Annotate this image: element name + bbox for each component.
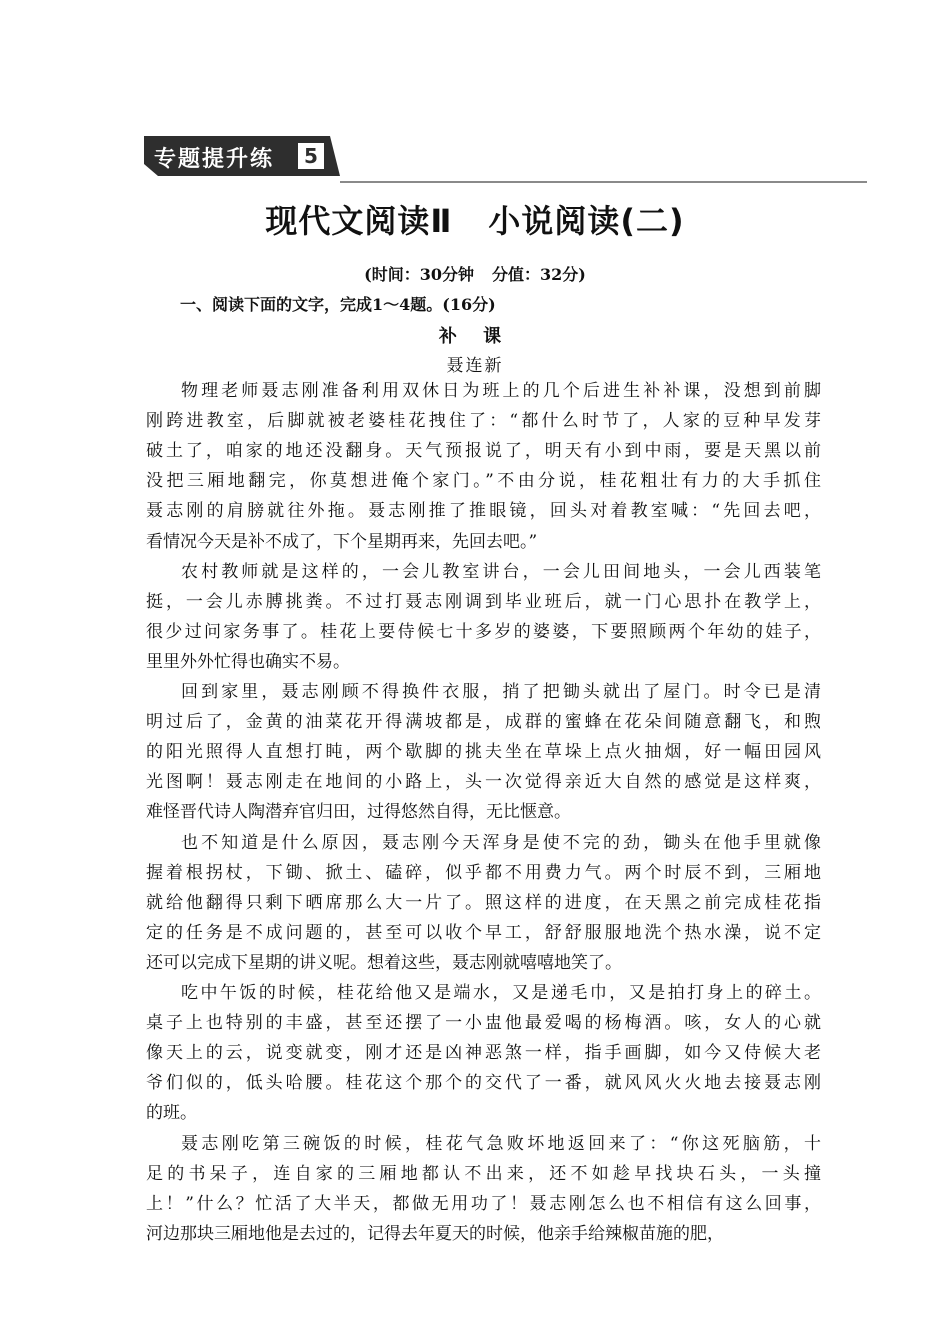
story-line: 物理老师聂志刚准备利用双休日为班上的几个后进生补补课，没想到前脚 [181, 381, 821, 401]
story-line: 爷们似的，低头哈腰。桂花这个那个的交代了一番，就风风火火地去接聂志刚 [146, 1073, 821, 1093]
banner-label: 专题提升练 [154, 147, 275, 172]
story-line: 难怪晋代诗人陶潜弃官归田，过得悠然自得，无比惬意。 [146, 802, 571, 822]
story-line: 像天上的云，说变就变，刚才还是凶神恶煞一样，指手画脚，如今又侍候大老 [146, 1043, 821, 1063]
story-author: 聂连新 [446, 356, 504, 376]
story-line: 回到家里，聂志刚顾不得换件衣服，捎了把锄头就出了屋门。时令已是清 [181, 682, 821, 702]
time-score-info [0, 262, 950, 285]
story-line: 很少过问家务事了。桂花上要侍候七十多岁的婆婆，下要照顾两个年幼的娃子， [146, 622, 821, 642]
story-line: 看情况今天是补不成了，下个星期再来，先回去吧。” [146, 532, 538, 552]
story-line: 上！”什么？忙活了大半天，都做无用功了！聂志刚怎么也不相信有这么回事， [146, 1194, 821, 1214]
story-line: 就给他翻得只剩下晒席那么大一片了。照这样的进度，在天黑之前完成桂花指 [146, 893, 821, 913]
header-rule [340, 181, 867, 183]
story-line: 农村教师就是这样的，一会儿教室讲台，一会儿田间地头，一会儿西装笔 [181, 562, 821, 582]
story-line: 聂志刚吃第三碗饭的时候，桂花气急败坏地返回来了：“你这死脑筋，十 [181, 1134, 821, 1154]
story-line: 没把三厢地翻完，你莫想进俺个家门。”不由分说，桂花粗壮有力的大手抓住 [146, 471, 821, 491]
story-line: 光图啊！聂志刚走在地间的小路上，头一次觉得亲近大自然的感觉是这样爽， [146, 772, 821, 792]
story-line: 吃中午饭的时候，桂花给他又是端水，又是递毛巾，又是拍打身上的碎土。 [181, 983, 821, 1003]
story-line: 刚跨进教室，后脚就被老婆桂花拽住了：“都什么时节了，人家的豆种早发芽 [146, 411, 821, 431]
page-title [0, 196, 950, 242]
score-label: 分值：32分) [492, 265, 586, 284]
story-line: 定的任务是不成问题的，甚至可以收个早工，舒舒服服地洗个热水澡，说不定 [146, 923, 821, 943]
story-line: 桌子上也特别的丰盛，甚至还摆了一小盅他最爱喝的杨梅酒。咳，女人的心就 [146, 1013, 821, 1033]
story-line: 也不知道是什么原因，聂志刚今天浑身是使不完的劲，锄头在他手里就像 [181, 833, 821, 853]
story-title: 补 课 [438, 326, 512, 347]
story-line: 还可以完成下星期的讲义呢。想着这些，聂志刚就嘻嘻地笑了。 [146, 953, 622, 973]
story-line: 明过后了，金黄的油菜花开得满坡都是，成群的蜜蜂在花朵间随意翻飞，和煦 [146, 712, 821, 732]
story-line: 握着根拐杖，下锄、掀土、磕碎，似乎都不用费力气。两个时辰不到，三厢地 [146, 863, 821, 883]
title-part-2: 小说阅读(二) [488, 202, 685, 240]
story-line: 足的书呆子，连自家的三厢地都认不出来，还不如趁早找块石头，一头撞 [146, 1164, 821, 1184]
story-line: 的班。 [146, 1103, 197, 1123]
story-line: 挺，一会儿赤膊挑粪。不过打聂志刚调到毕业班后，就一门心思扑在教学上， [146, 592, 821, 612]
section-instruction: 一、阅读下面的文字，完成1～4题。(16分) [180, 295, 496, 314]
banner-number: 5 [298, 143, 324, 169]
story-line: 河边那块三厢地他是去过的，记得去年夏天的时候，他亲手给辣椒苗施的肥， [146, 1224, 724, 1244]
story-line: 破土了，咱家的地还没翻身。天气预报说了，明天有小到中雨，要是天黑以前 [146, 441, 821, 461]
story-line: 里里外外忙得也确实不易。 [146, 652, 350, 672]
story-line: 的阳光照得人直想打盹，两个歇脚的挑夫坐在草垛上点火抽烟，好一幅田园风 [146, 742, 821, 762]
story-line: 聂志刚的肩膀就往外拖。聂志刚推了推眼镜，回头对着教室喊：“先回去吧， [146, 501, 821, 521]
title-part-1: 现代文阅读Ⅱ [265, 202, 453, 240]
section-banner [144, 136, 340, 176]
time-label: (时间：30分钟 [364, 265, 474, 284]
